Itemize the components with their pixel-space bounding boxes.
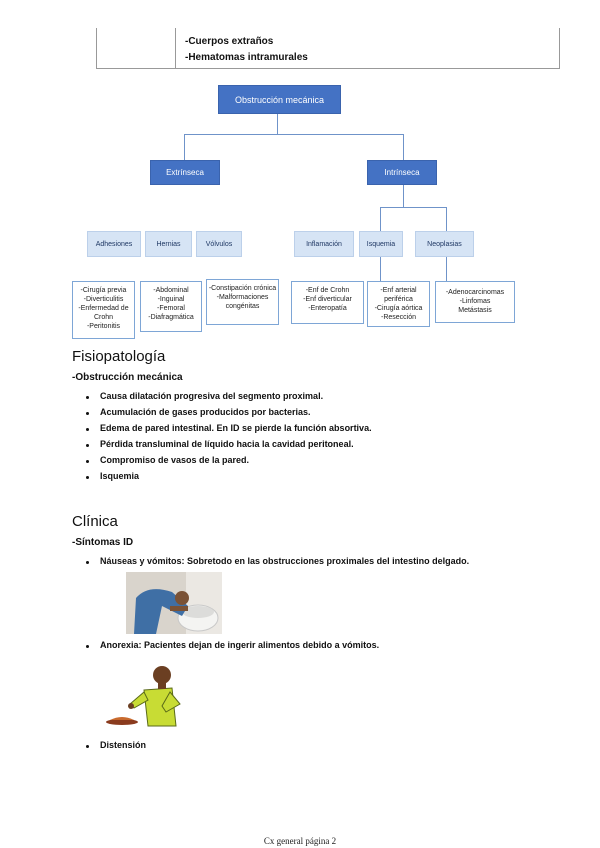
fisiopatologia-heading: Fisiopatología [72,348,166,365]
table-cell-line: -Cuerpos extraños [185,36,274,47]
neoplasias-node: Neoplasias [415,231,474,257]
list-item: Isquemia [72,471,372,481]
inflamacion-list: -Enf de Crohn -Enf diverticular -Enteropatía [291,281,364,324]
fisiopatologia-list [72,391,372,481]
anorexia-illustration [104,660,194,730]
list-item: Náuseas y vómitos: Sobretodo en las obstrucciones proximales del intestino delgado. [72,556,469,566]
intrinseca-node: Intrínseca [367,160,437,185]
neoplasias-list: -Adenocarcinomas -Linfomas Metástasis [435,281,515,323]
clinica-list-3 [72,740,146,750]
obstruction-diagram [0,0,600,345]
volvulos-node: Vólvulos [196,231,242,257]
extrinseca-node: Extrínseca [150,160,220,185]
list-item: Acumulación de gases producidos por bacterias. [72,407,372,417]
list-item: Anorexia: Pacientes dejan de ingerir alimentos debido a vómitos. [72,640,379,650]
adhesiones-node: Adhesiones [87,231,141,257]
list-item: Compromiso de vasos de la pared. [72,455,372,465]
clinica-subtitle: -Síntomas ID [72,537,134,548]
list-item: Edema de pared intestinal. En ID se pierde la función absortiva. [72,423,372,433]
fisiopatologia-subtitle: -Obstrucción mecánica [72,372,183,383]
adhesiones-list: -Cirugía previa -Diverticulitis -Enfermedad de Crohn -Peritonitis [72,281,135,339]
hernias-list: -Abdominal -Inguinal -Femoral -Diafragmática [140,281,202,332]
inflamacion-node: Inflamación [294,231,354,257]
list-item: Pérdida transluminal de líquido hacia la cavidad peritoneal. [72,439,372,449]
volvulos-list: -Constipación crónica -Malformaciones congénitas [206,279,279,325]
clinica-list-1 [72,556,469,566]
page-footer: Cx general página 2 [263,836,337,846]
isquemia-node: Isquemia [359,231,403,257]
root-node: Obstrucción mecánica [218,85,341,114]
list-item: Distensión [72,740,146,750]
list-item: Causa dilatación progresiva del segmento proximal. [72,391,372,401]
hernias-node: Hernias [145,231,192,257]
table-cell-line: -Hematomas intramurales [185,52,308,63]
clinica-list-2 [72,640,379,650]
isquemia-list: -Enf arterial periférica -Cirugía aórtica -Resección [367,281,430,327]
clinica-heading: Clínica [72,513,118,530]
vomiting-illustration [126,572,222,634]
